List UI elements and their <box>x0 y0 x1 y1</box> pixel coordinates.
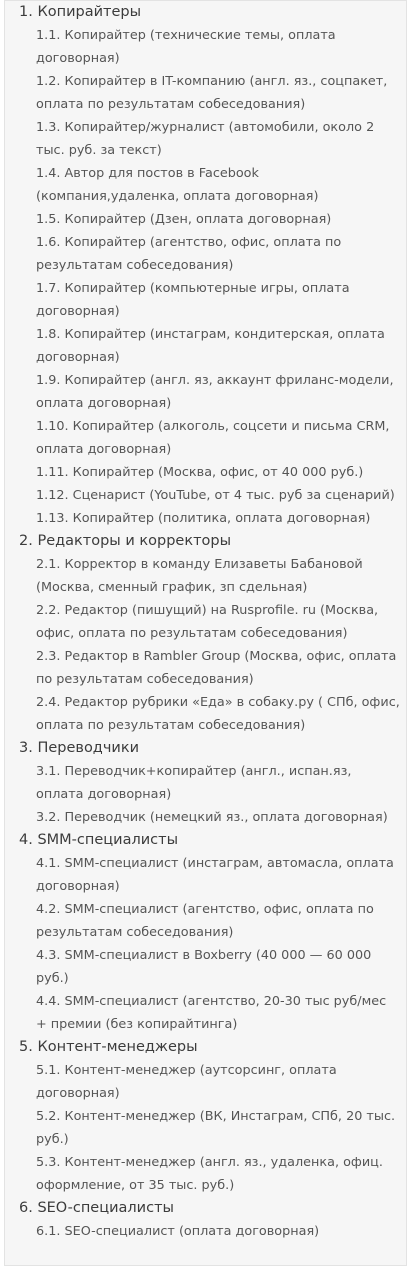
toc-item-link[interactable]: 1.6. Копирайтер (агентство, офис, оплата по результатам собеседования) <box>36 235 342 273</box>
toc-item-link[interactable]: 4.2. SMM-специалист (агентство, офис, оплата по результатам собеседования) <box>36 902 374 940</box>
toc-section-link[interactable]: 1. Копирайтеры <box>19 4 142 20</box>
toc-item-link[interactable]: 3.1. Переводчик+копирайтер (англ., испан.яз, оплата договорная) <box>36 764 352 802</box>
toc-item-link[interactable]: 5.1. Контент-менеджер (аутсорсинг, оплата договорная) <box>36 1063 337 1101</box>
toc-item-link[interactable]: 4.4. SMM-специалист (агентство, 20-30 тыс руб/мес + премии (без копирайтинга) <box>36 994 387 1032</box>
toc-item-link[interactable]: 4.1. SMM-специалист (инстаграм, автомасла, оплата договорная) <box>36 856 394 894</box>
toc-item-link[interactable]: 5.3. Контент-менеджер (англ. яз., удаленка, офиц. оформление, от 35 тыс. руб.) <box>36 1155 383 1193</box>
toc-item-link[interactable]: 3.2. Переводчик (немецкий яз., оплата договорная) <box>36 810 388 825</box>
toc-section-copywriters <box>19 1 400 530</box>
table-of-contents <box>4 0 407 1266</box>
toc-item-link[interactable]: 2.1. Корректор в команду Елизаветы Бабановой (Москва, сменный график, зп сдельная) <box>36 557 363 595</box>
toc-item-link[interactable]: 1.11. Копирайтер (Москва, офис, от 40 000 руб.) <box>36 465 364 480</box>
toc-section-link[interactable]: 5. Контент-менеджеры <box>19 1039 198 1055</box>
toc-item-link[interactable]: 1.8. Копирайтер (инстаграм, кондитерская, оплата договорная) <box>36 327 385 365</box>
toc-item-link[interactable]: 2.4. Редактор рубрики «Еда» в собаку.ру ( СПб, офис, оплата по результатам собеседования) <box>36 695 400 733</box>
toc-section-editors <box>19 530 400 737</box>
toc-item-link[interactable]: 5.2. Контент-менеджер (ВК, Инстаграм, СПб, 20 тыс. руб.) <box>36 1109 396 1147</box>
toc-item-link[interactable]: 4.3. SMM-специалист в Boxberry (40 000 — 60 000 руб.) <box>36 948 372 986</box>
toc-section-seo <box>19 1197 400 1243</box>
toc-item-link[interactable]: 1.3. Копирайтер/журналист (автомобили, около 2 тыс. руб. за текст) <box>36 120 375 158</box>
toc-item-link[interactable]: 1.12. Сценарист (YouTube, от 4 тыс. руб за сценарий) <box>36 488 395 503</box>
toc-item-link[interactable]: 1.10. Копирайтер (алкоголь, соцсети и письма CRM, оплата договорная) <box>36 419 390 457</box>
toc-item-link[interactable]: 2.3. Редактор в Rambler Group (Москва, офис, оплата по результатам собеседования) <box>36 649 397 687</box>
toc-section-link[interactable]: 2. Редакторы и корректоры <box>19 533 232 549</box>
toc-item-link[interactable]: 1.1. Копирайтер (технические темы, оплата договорная) <box>36 28 336 66</box>
toc-item-link[interactable]: 1.9. Копирайтер (англ. яз, аккаунт фриланс-модели, оплата договорная) <box>36 373 394 411</box>
toc-item-link[interactable]: 1.7. Копирайтер (компьютерные игры, оплата договорная) <box>36 281 350 319</box>
toc-item-link[interactable]: 1.4. Автор для постов в Facebook (компания,удаленка, оплата договорная) <box>36 166 319 204</box>
toc-item-link[interactable]: 1.2. Копирайтер в IT-компанию (англ. яз., соцпакет, оплата по результатам собеседования) <box>36 74 388 112</box>
toc-section-smm <box>19 829 400 1036</box>
toc-item-link[interactable]: 6.1. SEO-специалист (оплата договорная) <box>36 1224 320 1239</box>
toc-item-link[interactable]: 1.13. Копирайтер (политика, оплата договорная) <box>36 511 371 526</box>
toc-section-link[interactable]: 3. Переводчики <box>19 740 140 756</box>
toc-item-link[interactable]: 2.2. Редактор (пишущий) на Rusprofile. ru (Москва, офис, оплата по результатам собеседования) <box>36 603 379 641</box>
toc-item-link[interactable]: 1.5. Копирайтер (Дзен, оплата договорная) <box>36 212 332 227</box>
toc-section-content-managers <box>19 1036 400 1197</box>
toc-section-link[interactable]: 6. SEO-специалисты <box>19 1200 174 1216</box>
toc-section-link[interactable]: 4. SMM-специалисты <box>19 832 179 848</box>
toc-section-translators <box>19 737 400 829</box>
